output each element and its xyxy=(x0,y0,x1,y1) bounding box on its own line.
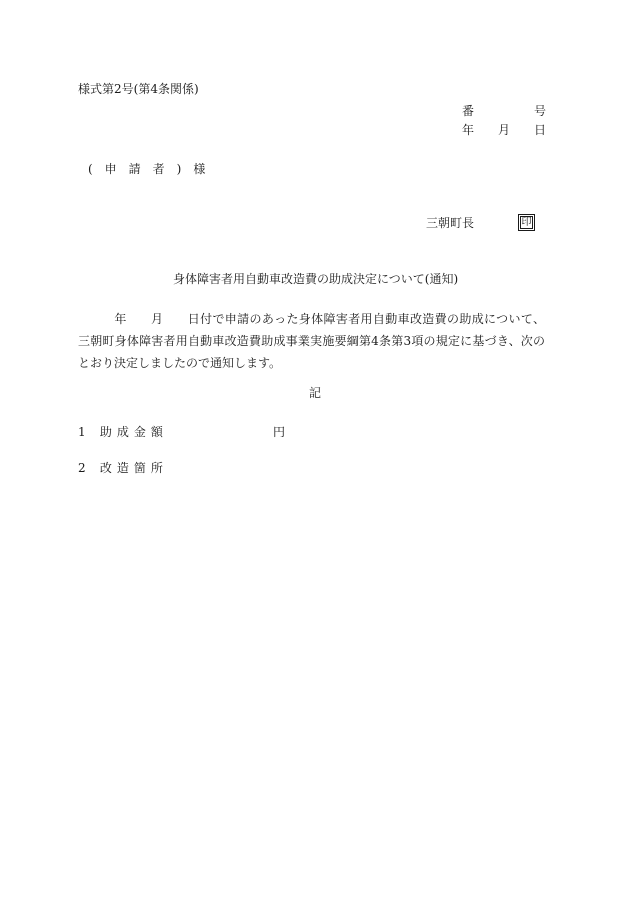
seal-stamp xyxy=(518,214,535,231)
document-title: 身体障害者用自動車改造費の助成決定について(通知) xyxy=(173,272,459,286)
item-grant-amount xyxy=(78,425,168,439)
seal-label: 印 xyxy=(521,217,532,228)
item-number: 2 xyxy=(78,461,86,475)
body-month: 月 xyxy=(150,312,164,326)
item-label: 改造箇所 xyxy=(99,461,168,475)
item-modification-location xyxy=(78,461,168,475)
body-text: 日付で申請のあった身体障害者用自動車改造費の助成について、三朝町身体障害者用自動車改造費助成事業実施要綱第4条第3項の規定に基づき、次のとおり決定しましたので通知します。 xyxy=(78,312,545,370)
body-year: 年 xyxy=(114,312,127,326)
issue-date-month: 月 xyxy=(498,123,511,137)
issue-date-year: 年 xyxy=(462,123,475,137)
grant-amount-unit: 円 xyxy=(273,425,286,439)
issue-date-day: 日 xyxy=(534,123,547,137)
item-number: 1 xyxy=(78,425,86,439)
ki-heading: 記 xyxy=(309,386,322,400)
sender-name: 三朝町長 xyxy=(426,216,475,230)
body-paragraph xyxy=(78,308,545,374)
form-number: 様式第2号(第4条関係) xyxy=(78,82,199,96)
item-label: 助成金額 xyxy=(99,425,168,439)
issue-number-ban: 番 xyxy=(462,104,475,118)
addressee: (申請者)様 xyxy=(88,162,218,176)
issue-number-go: 号 xyxy=(534,104,547,118)
